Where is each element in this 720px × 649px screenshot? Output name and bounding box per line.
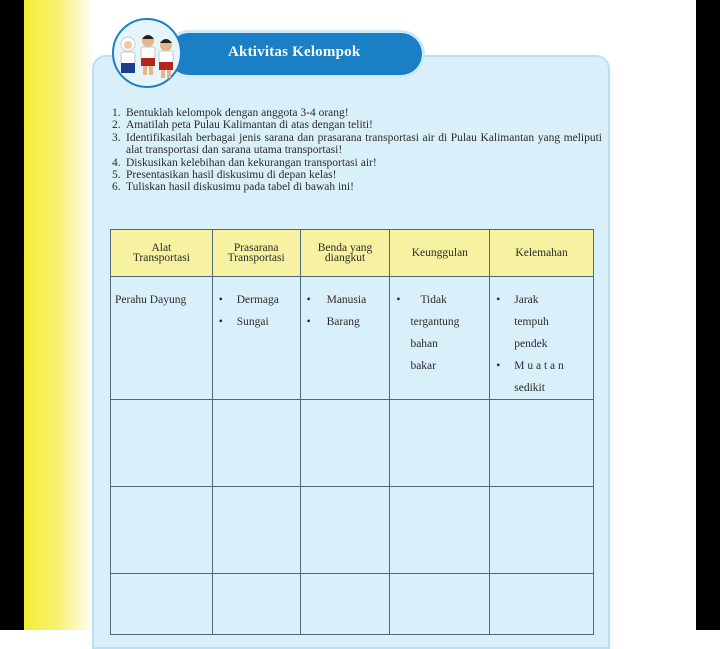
table-row: [111, 487, 594, 574]
students-illustration-icon: [106, 17, 188, 89]
step-text: Presentasikan hasil diskusimu di depan kelas!: [126, 169, 337, 182]
right-black-edge: [696, 0, 720, 630]
instruction-list: [112, 107, 602, 194]
header-alat-transportasi: Alat Transportasi: [111, 230, 213, 277]
table-header-row: [111, 230, 594, 277]
activity-title: Aktivitas Kelompok: [228, 44, 361, 60]
step-text: Identifikasilah berbagai jenis sarana dan prasarana transportasi air di Pulau Kalimantan yang meliputi alat transportasi dan sarana utama transportasi!: [126, 131, 602, 157]
left-black-edge: [0, 0, 24, 630]
list-item: 3. Identifikasilah berbagai jenis sarana dan prasarana transportasi air di Pulau Kalimantan yang meliputi alat transportasi dan sarana utama transportasi!: [112, 131, 602, 157]
cell-keunggulan: • Tidak tergantung bahan bakar: [390, 277, 490, 400]
cell-kelemahan: • Jarak tempuh pendek • M u a t a n sedikit: [490, 277, 594, 400]
header-kelemahan: Kelemahan: [490, 230, 594, 277]
list-item: 4. Diskusikan kelebihan dan kekurangan transportasi air!: [112, 157, 602, 169]
cell-prasarana: • Dermaga • Sungai: [212, 277, 300, 400]
table-row: [111, 400, 594, 487]
cell-alat: Perahu Dayung: [111, 277, 213, 400]
cell-benda: • Manusia • Barang: [300, 277, 390, 400]
header-benda-diangkut: Benda yang diangkut: [300, 230, 390, 277]
page-margin-band: [24, 0, 94, 630]
header-keunggulan: Keunggulan: [390, 230, 490, 277]
list-item: 2. Amatilah peta Pulau Kalimantan di atas dengan teliti!: [112, 119, 602, 131]
table-row: [111, 277, 594, 400]
step-text: Tuliskan hasil diskusimu pada tabel di bawah ini!: [126, 181, 354, 194]
list-item: 6. Tuliskan hasil diskusimu pada tabel di bawah ini!: [112, 181, 602, 193]
discussion-table: [110, 229, 594, 635]
step-text: Bentuklah kelompok dengan anggota 3-4 orang!: [126, 107, 349, 119]
table-row: [111, 574, 594, 635]
step-text: Diskusikan kelebihan dan kekurangan transportasi air!: [126, 156, 377, 169]
step-text: Amatilah peta Pulau Kalimantan di atas dengan teliti!: [126, 119, 373, 132]
list-item: 5. Presentasikan hasil diskusimu di depan kelas!: [112, 169, 602, 181]
list-item: 1. Bentuklah kelompok dengan anggota 3-4 orang!: [112, 107, 602, 119]
header-prasarana-transportasi: Prasarana Transportasi: [212, 230, 300, 277]
